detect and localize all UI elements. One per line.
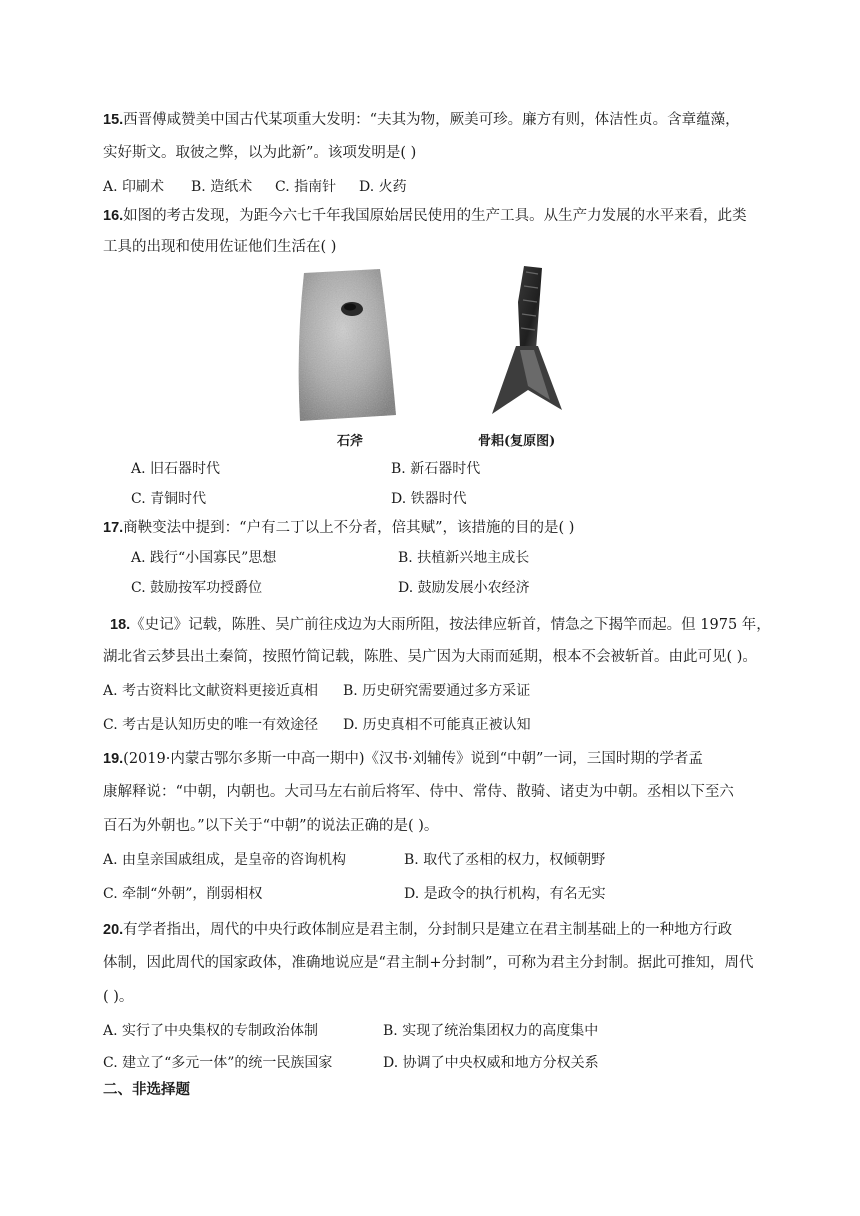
q15-option-a: A. 印刷术 bbox=[103, 179, 165, 195]
q20-text-3: ( )。 bbox=[103, 989, 134, 1005]
q20-option-d: D. 协调了中央权威和地方分权关系 bbox=[383, 1055, 599, 1071]
q15-text-1: 西晋傅咸赞美中国古代某项重大发明：“夫其为物，厥美可珍。廉方有则，体洁性贞。含章蕴藻， bbox=[123, 112, 740, 128]
q18-line-2 bbox=[103, 647, 757, 667]
stone-axe-image bbox=[292, 265, 402, 425]
q19-option-d: D. 是政令的执行机构，有名无实 bbox=[404, 886, 606, 902]
q18-option-c: C. 考古是认知历史的唯一有效途径 bbox=[103, 717, 319, 733]
q19-text-3: 百石为外朝也。”以下关于“中朝”的说法正确的是( )。 bbox=[103, 818, 439, 834]
q15-text-2: 实好斯文。取彼之弊，以为此新”。该项发明是( ) bbox=[103, 145, 417, 161]
q17-option-b: B. 扶植新兴地主成长 bbox=[398, 550, 530, 566]
q19-option-b: B. 取代了丞相的权力，权倾朝野 bbox=[404, 852, 606, 868]
q19-text-2: 康解释说：“中朝，内朝也。大司马左右前后将军、侍中、常侍、散骑、诸吏为中朝。丞相以下至六 bbox=[103, 784, 734, 800]
q20-line-1 bbox=[103, 920, 732, 940]
q16-option-a: A. 旧石器时代 bbox=[131, 461, 221, 477]
q15-option-b: B. 造纸术 bbox=[191, 179, 253, 195]
q20-text-1: 有学者指出，周代的中央行政体制应是君主制，分封制只是建立在君主制基础上的一种地方行政 bbox=[123, 922, 733, 938]
q15-line-2 bbox=[103, 143, 416, 163]
q20-option-a: A. 实行了中央集权的专制政治体制 bbox=[103, 1023, 319, 1039]
q17-line-1 bbox=[103, 518, 574, 538]
q18-line-1 bbox=[110, 615, 771, 635]
q19-option-c: C. 牵制“外朝”，削弱相权 bbox=[103, 886, 263, 902]
q15-option-d: D. 火药 bbox=[359, 179, 407, 195]
q18-option-d: D. 历史真相不可能真正被认知 bbox=[343, 717, 531, 733]
q16-line-2 bbox=[103, 237, 336, 257]
q17-number: 17. bbox=[103, 520, 124, 536]
q20-text-2: 体制，因此周代的国家政体，准确地说应是“君主制+分封制”，可称为君主分封制。据此可推知，周代 bbox=[103, 955, 754, 971]
q15-option-c: C. 指南针 bbox=[275, 179, 337, 195]
q18-text-1: 《史记》记载，陈胜、吴广前往戍边为大雨所阻，按法律应斩首，情急之下揭竿而起。但 1975 年， bbox=[130, 617, 771, 633]
q18-option-a: A. 考古资料比文献资料更接近真相 bbox=[103, 683, 319, 699]
q19-line-1 bbox=[103, 749, 703, 769]
q18-text-2: 湖北省云梦县出土秦简，按照竹简记载，陈胜、吴广因为大雨而延期，根本不会被斩首。由此可见( )。 bbox=[103, 649, 757, 665]
q19-option-a: A. 由皇亲国戚组成，是皇帝的咨询机构 bbox=[103, 852, 347, 868]
q20-option-b: B. 实现了统治集团权力的高度集中 bbox=[383, 1023, 599, 1039]
q17-option-d: D. 鼓励发展小农经济 bbox=[398, 580, 530, 596]
q19-line-3 bbox=[103, 816, 438, 836]
q16-option-d: D. 铁器时代 bbox=[391, 491, 467, 507]
q17-option-a: A. 践行“小国寡民”思想 bbox=[131, 550, 277, 566]
q20-number: 20. bbox=[103, 922, 124, 938]
q16-text-1: 如图的考古发现，为距今六七千年我国原始居民使用的生产工具。从生产力发展的水平来看，此类 bbox=[123, 208, 747, 224]
stone-axe-caption: 石斧 bbox=[337, 434, 364, 449]
q16-number: 16. bbox=[103, 208, 124, 224]
q20-option-c: C. 建立了“多元一体”的统一民族国家 bbox=[103, 1055, 333, 1071]
q17-option-c: C. 鼓励按军功授爵位 bbox=[131, 580, 263, 596]
q16-text-2: 工具的出现和使用佐证他们生活在( ) bbox=[103, 239, 337, 255]
q17-text-1: 商鞅变法中提到：“户有二丁以上不分者，倍其赋”，该措施的目的是( ) bbox=[123, 520, 575, 536]
q15-number: 15. bbox=[103, 112, 124, 128]
q18-number: 18. bbox=[110, 617, 131, 633]
bone-spade-image bbox=[480, 262, 570, 422]
q15-line-1 bbox=[103, 110, 740, 130]
q16-option-b: B. 新石器时代 bbox=[391, 461, 481, 477]
q20-line-2 bbox=[103, 953, 753, 973]
q16-option-c: C. 青铜时代 bbox=[131, 491, 207, 507]
q18-option-b: B. 历史研究需要通过多方采证 bbox=[343, 683, 531, 699]
section-title: 二、非选择题 bbox=[103, 1081, 190, 1098]
q19-number: 19. bbox=[103, 751, 124, 767]
q16-line-1 bbox=[103, 206, 747, 226]
q19-line-2 bbox=[103, 782, 734, 802]
bone-spade-caption: 骨耜(复原图) bbox=[478, 434, 556, 449]
q19-text-1: (2019·内蒙古鄂尔多斯一中高一期中)《汉书·刘辅传》说到“中朝”一词，三国时期的学者孟 bbox=[123, 751, 703, 767]
q20-line-3 bbox=[103, 987, 133, 1007]
